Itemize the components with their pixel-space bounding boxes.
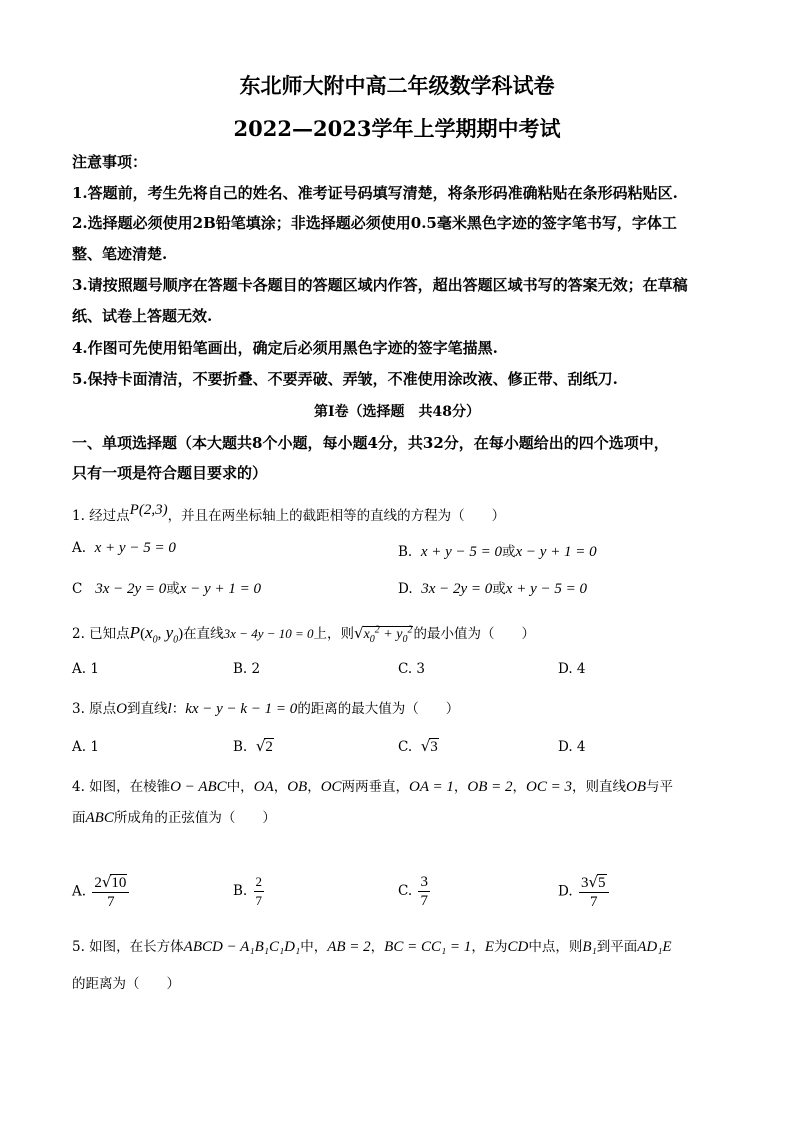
q4-option-c: C. $\frac{3}{7}$ bbox=[398, 874, 428, 909]
q2-stem: 2. 已知点$P(x_0$, $y_0$)在直线3x − 4y − 10 = 0上，则$√x_0^2 + y_0^2$的最小值为（ ） bbox=[72, 623, 535, 646]
note-3-cont: 纸、试卷上答题无效. bbox=[72, 307, 213, 325]
q5-stem-line1: 5. 如图，在长方体ABCD − A₁B₁C₁D₁中，AB = 2，BC = CC₁ = 1，E为CD中点，则B₁到平面AD₁E bbox=[72, 939, 672, 955]
note-4: 4.作图可先使用铅笔画出，确定后必须用黑色字迹的签字笔描黑. bbox=[72, 339, 498, 357]
q3-option-a: A. 1 bbox=[72, 739, 99, 755]
q2-sqrt-expr: $√x_0^2 + y_0^2$ bbox=[354, 624, 413, 645]
q2-option-b: B. 2 bbox=[233, 661, 261, 677]
q1-option-a: A. x + y − 5 = 0 bbox=[72, 540, 176, 556]
q4-option-b: B. $\frac{2}{7}$ bbox=[233, 874, 263, 908]
q2-point: $P(x_0$, $y_0$) bbox=[129, 623, 184, 646]
q4-stem-line1: 4. 如图，在棱锥O − ABC中，OA，OB，OC两两垂直，OA = 1，OB = 2，OC = 3，则直线OB与平 bbox=[72, 779, 673, 795]
notes-heading: 注意事项： bbox=[72, 153, 148, 171]
q3-stem: 3. 原点O到直线l：kx − y − k − 1 = 0的距离的最大值为（ ） bbox=[72, 701, 460, 717]
q3-option-d: D. 4 bbox=[558, 739, 586, 755]
q4-option-a: A. $\frac{2√10}{7}$ bbox=[72, 873, 131, 911]
q1-point: P(2,3) bbox=[129, 502, 168, 518]
q1-stem: 1. 经过点P(2,3)，并且在两坐标轴上的截距相等的直线的方程为（ ） bbox=[72, 502, 506, 524]
q1-option-d: D. 3x − 2y = 0或x + y − 5 = 0 bbox=[398, 581, 587, 597]
note-2-cont: 整、笔迹清楚. bbox=[72, 245, 168, 263]
q3-option-c: C. √3 bbox=[398, 737, 438, 755]
q2-option-c: C. 3 bbox=[398, 661, 426, 677]
exam-title: 东北师大附中高二年级数学科试卷 bbox=[239, 73, 555, 98]
part1-instructions: 一、单项选择题（本大题共8个小题，每小题4分，共32分，在每小题给出的四个选项中， bbox=[72, 434, 669, 452]
note-2: 2.选择题必须使用2B铅笔填涂；非选择题必须使用0.5毫米黑色字迹的签字笔书写，字体工 bbox=[72, 214, 677, 232]
part1-instructions-cont: 只有一项是符合题目要求的） bbox=[72, 464, 268, 482]
note-5: 5.保持卡面清洁，不要折叠、不要弄破、弄皱，不准使用涂改液、修正带、刮纸刀. bbox=[72, 370, 618, 388]
section-heading: 第Ⅰ卷（选择题 共48分） bbox=[313, 404, 481, 420]
note-1: 1.答题前，考生先将自己的姓名、准考证号码填写清楚，将条形码准确粘贴在条形码粘贴区. bbox=[72, 184, 678, 202]
exam-subtitle: 2022—2023学年上学期期中考试 bbox=[233, 116, 561, 141]
q1-option-b: B. x + y − 5 = 0或x − y + 1 = 0 bbox=[398, 544, 597, 560]
q4-stem-line2: 面ABC所成角的正弦值为（ ） bbox=[72, 810, 276, 826]
q2-option-d: D. 4 bbox=[558, 661, 586, 677]
q3-option-b: B. √2 bbox=[233, 737, 273, 755]
q1-option-c: C 3x − 2y = 0或x − y + 1 = 0 bbox=[72, 581, 261, 597]
q5-stem-line2: 的距离为（ ） bbox=[72, 976, 180, 992]
q4-option-d: D. $\frac{3√5}{7}$ bbox=[558, 873, 611, 911]
note-3: 3.请按照题号顺序在答题卡各题目的答题区域内作答，超出答题区域书写的答案无效；在草稿 bbox=[72, 276, 688, 294]
q2-option-a: A. 1 bbox=[72, 661, 99, 677]
